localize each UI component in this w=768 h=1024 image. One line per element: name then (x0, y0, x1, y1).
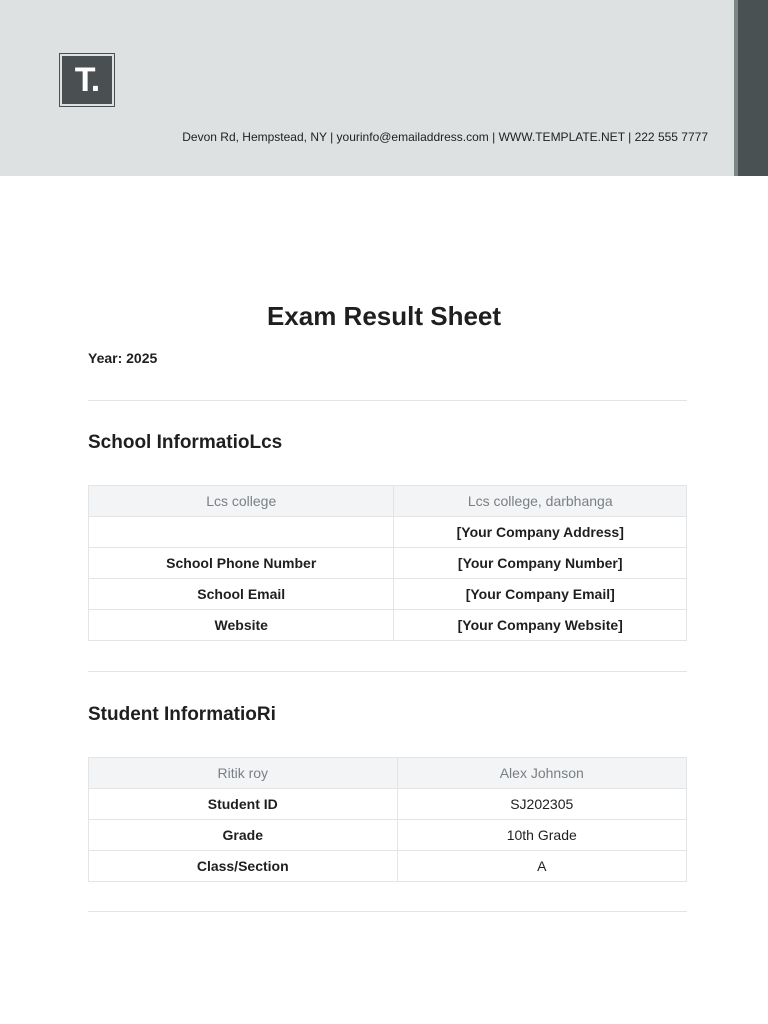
row-value: SJ202305 (397, 789, 687, 820)
row-value: 10th Grade (397, 820, 687, 851)
row-label: School Phone Number (89, 548, 394, 579)
table-row (89, 548, 687, 579)
row-value: [Your Company Email] (394, 579, 687, 610)
row-label: Website (89, 610, 394, 641)
year-label: Year: 2025 (88, 350, 158, 366)
row-label: Student ID (89, 789, 398, 820)
table-row (89, 820, 687, 851)
table-row (89, 517, 687, 548)
table-header-cell: Ritik roy (89, 758, 398, 789)
row-value: [Your Company Number] (394, 548, 687, 579)
table-row (89, 579, 687, 610)
row-label: School Email (89, 579, 394, 610)
page-title: Exam Result Sheet (266, 301, 502, 331)
table-header-cell: Lcs college (89, 486, 394, 517)
table-header-cell: Lcs college, darbhanga (394, 486, 687, 517)
school-info-table (88, 485, 687, 641)
table-row (89, 789, 687, 820)
table-header-row (89, 486, 687, 517)
row-value: A (397, 851, 687, 882)
row-value: [Your Company Address] (394, 517, 687, 548)
table-header-row (89, 758, 687, 789)
table-row (89, 851, 687, 882)
logo-mark: T. (62, 56, 112, 104)
row-label: Class/Section (89, 851, 398, 882)
school-section-title: School InformatioLcs (88, 432, 283, 453)
divider (88, 671, 687, 672)
table-row (89, 610, 687, 641)
table-header-cell: Alex Johnson (397, 758, 687, 789)
contact-info: Devon Rd, Hempstead, NY | yourinfo@emailaddress.com | WWW.TEMPLATE.NET | 222 555 7777 (182, 130, 708, 144)
divider (88, 400, 687, 401)
page-header (0, 0, 768, 176)
row-value: [Your Company Website] (394, 610, 687, 641)
row-label: Grade (89, 820, 398, 851)
student-info-table (88, 757, 687, 882)
company-logo (59, 53, 115, 107)
student-section-title: Student InformatioRi (88, 704, 276, 725)
header-accent-bar (738, 0, 768, 176)
row-label (89, 517, 394, 548)
divider (88, 911, 687, 912)
